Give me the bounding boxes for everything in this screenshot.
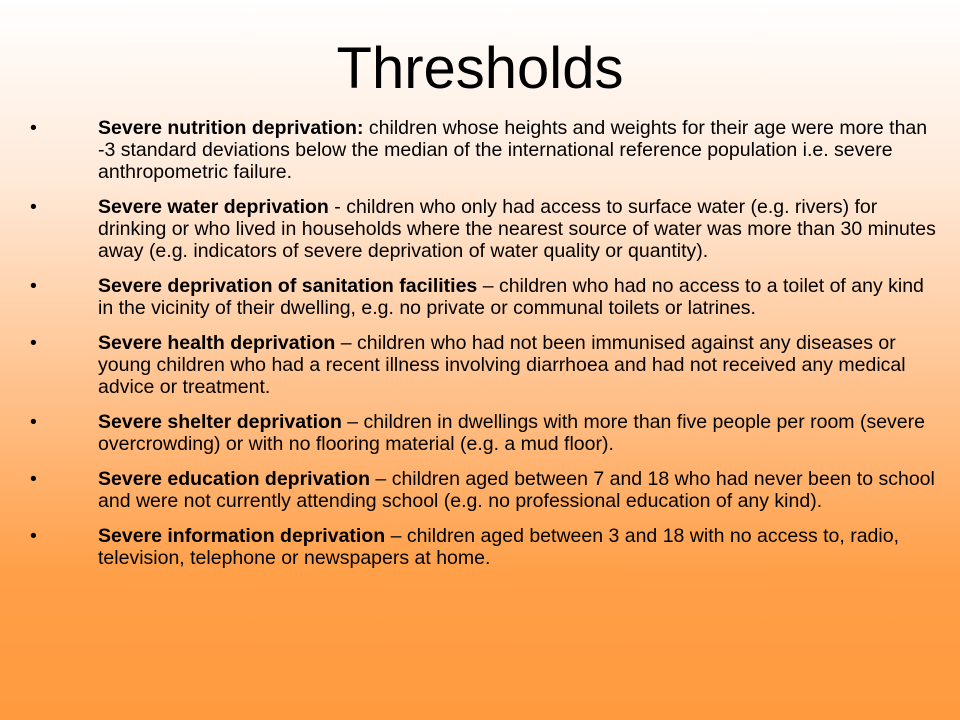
list-item-information (30, 525, 942, 569)
item-term: Severe water deprivation (98, 196, 329, 218)
item-description: – children who had no access to a toilet of any kind in the vicinity of their dwelling, e.g. no private or communal toilets or latrines. (98, 275, 924, 319)
thresholds-list (30, 117, 942, 582)
item-term: Severe health deprivation (98, 332, 336, 354)
item-description: – children aged between 3 and 18 with no access to, radio, television, telephone or newspapers at home. (98, 525, 899, 569)
item-term: Severe information deprivation (98, 525, 386, 547)
list-item-sanitation (30, 275, 942, 319)
bullet-icon: • (30, 411, 37, 433)
item-description: - children who only had access to surface water (e.g. rivers) for drinking or who lived in households where the nearest source of water was more than 30 minutes away (e.g. indicators of severe deprivation of water quality or quantity). (98, 196, 936, 262)
list-item-health (30, 332, 942, 398)
item-term: Severe shelter deprivation (98, 411, 342, 433)
bullet-icon: • (30, 117, 37, 139)
item-term: Severe deprivation of sanitation facilities (98, 275, 478, 297)
bullet-icon: • (30, 468, 37, 490)
item-description: – children in dwellings with more than five people per room (severe overcrowding) or with no flooring material (e.g. a mud floor). (98, 411, 925, 455)
bullet-icon: • (30, 196, 37, 218)
list-item-water (30, 196, 942, 262)
bullet-icon: • (30, 275, 37, 297)
item-term: Severe education deprivation (98, 468, 371, 490)
bullet-icon: • (30, 332, 37, 354)
bullet-icon: • (30, 525, 37, 547)
list-item-nutrition (30, 117, 942, 183)
slide-title: Thresholds (336, 36, 624, 101)
item-description: – children aged between 7 and 18 who had never been to school and were not currently attending school (e.g. no professional education of any kind). (98, 468, 935, 512)
item-description: children whose heights and weights for their age were more than -3 standard deviations below the median of the international reference population i.e. severe anthropometric failure. (98, 117, 928, 183)
list-item-education (30, 468, 942, 512)
item-term: Severe nutrition deprivation: (98, 117, 364, 139)
item-description: – children who had not been immunised against any diseases or young children who had a recent illness involving diarrhoea and had not received any medical advice or treatment. (98, 332, 906, 398)
list-item-shelter (30, 411, 942, 455)
